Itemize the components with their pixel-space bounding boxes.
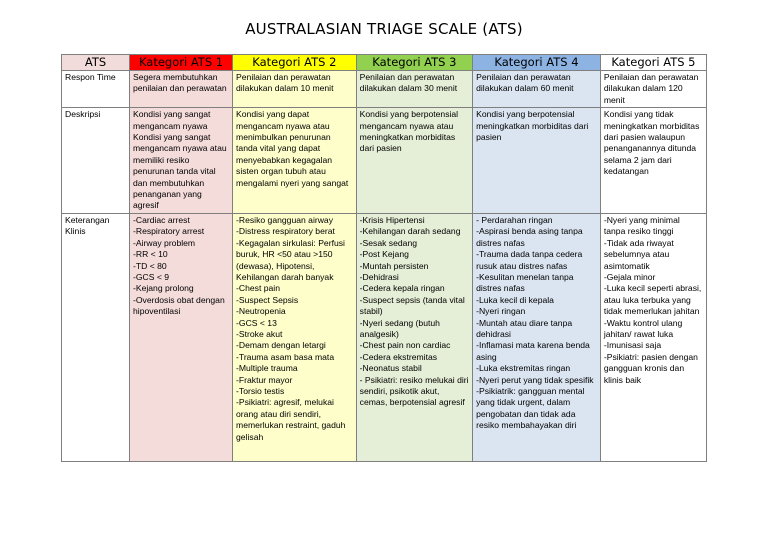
table-row-deskripsi	[62, 108, 707, 214]
header-kategori-3: Kategori ATS 3	[356, 55, 472, 71]
cell-respon-ats3: Penilaian dan perawatan dilakukan dalam 30 menit	[356, 71, 472, 108]
list-item: -GCS < 9	[133, 271, 170, 282]
list-item: -Luka ekstremitas ringan	[476, 363, 571, 374]
list-item: -Dehidrasi	[359, 271, 399, 282]
cell-keterangan-ats3	[356, 213, 472, 461]
cell-respon-ats1: Segera membutuhkan penilaian dan perawatan	[130, 71, 233, 108]
header-kategori-2: Kategori ATS 2	[233, 55, 357, 71]
list-item: -Muntah atau diare tanpa dehidrasi	[476, 317, 573, 339]
list-item: -Krisis Hipertensi	[359, 214, 425, 225]
list-item: -Kehilangan darah sedang	[359, 226, 461, 237]
header-kategori-4: Kategori ATS 4	[473, 55, 601, 71]
list-item: -Luka kecil seperti abrasi, atau luka terbuka yang tidak memerlukan jahitan	[603, 283, 702, 317]
row-label-deskripsi: Deskripsi	[62, 108, 130, 214]
cell-keterangan-ats2	[233, 213, 357, 461]
list-item: -Gejala minor	[603, 271, 656, 282]
list-item: -Distress respiratory berat	[236, 226, 335, 237]
list-item: -Trauma dada tanpa cedera rusuk atau distres nafas	[476, 249, 583, 271]
list-item: -Overdosis obat dengan hipoventilasi	[133, 294, 225, 317]
table-row-respon-time	[62, 71, 707, 108]
cell-respon-ats5: Penilaian dan perawatan dilakukan dalam 120 menit	[600, 71, 706, 108]
cell-deskripsi-ats2: Kondisi yang dapat mengancam nyawa atau menimbulkan penurunan tanda vital yang dapat menyebabkan kegagalan sisten organ tubuh atau mengalami nyeri yang sangat	[233, 108, 357, 214]
cell-respon-ats4: Penilaian dan perawatan dilakukan dalam 60 menit	[473, 71, 601, 108]
list-item: -Stroke akut	[236, 328, 283, 339]
list-item: -Sesak sedang	[359, 237, 417, 248]
list-item: -Resiko gangguan airway	[236, 214, 334, 225]
list-item: -Kegagalan sirkulasi: Perfusi buruk, HR <50 atau >150 (dewasa), Hipotensi, Kehilangan darah banyak	[236, 237, 345, 282]
list-item: -Inflamasi mata karena benda asing	[476, 340, 590, 362]
list-item: -Psikiatri: agresif, melukai orang atau diri sendiri, memerlukan restraint, gaduh gelisah	[236, 397, 346, 442]
list-item: -Neutropenia	[236, 306, 286, 317]
list-item: -Torsio testis	[236, 385, 285, 396]
list-item: -Airway problem	[133, 237, 196, 248]
list-item: -Suspect sepsis (tanda vital stabil)	[359, 294, 465, 317]
list-item: -Suspect Sepsis	[236, 294, 299, 305]
cell-keterangan-ats1	[130, 213, 233, 461]
list-item: -GCS < 13	[236, 317, 277, 328]
cell-keterangan-ats5	[600, 213, 706, 461]
list-item: -Muntah persisten	[359, 260, 429, 271]
header-row	[62, 55, 707, 71]
list-item: -Cedera kepala ringan	[359, 283, 445, 294]
list-item: -Cedera ekstremitas	[359, 351, 438, 362]
table-row-keterangan-klinis	[62, 213, 707, 461]
row-label-keterangan-klinis: Keterangan Klinis	[62, 213, 130, 461]
list-item: -Neonatus stabil	[359, 363, 422, 374]
cell-respon-ats2: Penilaian dan perawatan dilakukan dalam 10 menit	[233, 71, 357, 108]
list-item: -Psikiatri: pasien dengan gangguan kronis dan klinis baik	[603, 351, 698, 385]
list-item: -Trauma asam basa mata	[236, 351, 335, 362]
cell-deskripsi-ats5: Kondisi yang tidak meningkatkan morbiditas dari pasien walaupun penanganannya ditunda selama 2 jam dari kedatangan	[600, 108, 706, 214]
header-kategori-5: Kategori ATS 5	[600, 55, 706, 71]
cell-deskripsi-ats4: Kondisi yang berpotensial meningkatkan morbiditas dari pasien	[473, 108, 601, 214]
list-item: -Aspirasi benda asing tanpa distres nafas	[476, 226, 583, 248]
list-item: -RR < 10	[133, 249, 168, 260]
list-item: -Multiple trauma	[236, 363, 298, 374]
list-item: -Chest pain non cardiac	[359, 340, 451, 351]
list-item: -Luka kecil di kepala	[476, 294, 554, 305]
list-item: -Post Kejang	[359, 249, 409, 260]
list-item: -Psikiatrik: gangguan mental yang tidak urgent, dalam pengobatan dan tidak ada resiko membahayakan diri	[476, 385, 585, 431]
cell-deskripsi-ats3: Kondisi yang berpotensial mengancam nyawa atau meningkatkan morbiditas dari pasien	[356, 108, 472, 214]
header-kategori-1: Kategori ATS 1	[130, 55, 233, 71]
list-item: -Nyeri sedang (butuh analgesik)	[359, 317, 440, 339]
list-item: -Waktu kontrol ulang jahitan/ rawat luka	[603, 317, 683, 339]
list-item: -Cardiac arrest	[133, 214, 190, 225]
cell-deskripsi-ats1: Kondisi yang sangat mengancam nyawa Kondisi yang sangat mengancam nyawa atau memiliki resiko penurunan tanda vital dan membutuhkan penanganan yang agresif	[130, 108, 233, 214]
cell-keterangan-ats4	[473, 213, 601, 461]
list-item: -Respiratory arrest	[133, 226, 205, 237]
list-item: -Nyeri yang minimal tanpa resiko tinggi	[603, 214, 680, 237]
list-item: -Chest pain	[236, 283, 280, 294]
list-item: -Fraktur mayor	[236, 374, 293, 385]
header-ats: ATS	[62, 55, 130, 71]
list-item: -Nyeri perut yang tidak spesifik	[476, 374, 594, 385]
page-title: AUSTRALASIAN TRIAGE SCALE (ATS)	[245, 20, 523, 38]
list-item: - Perdarahan ringan	[476, 214, 553, 225]
list-item: -Imunisasi saja	[603, 340, 662, 351]
ats-table	[61, 54, 707, 462]
list-item: -Nyeri ringan	[476, 306, 526, 317]
list-item: -Kesulitan menelan tanpa distres nafas	[476, 271, 574, 294]
list-item: -Demam dengan letargi	[236, 340, 326, 351]
list-item: - Psikiatri: resiko melukai diri sendiri, psikotik akut, cemas, berpotensial agresif	[359, 374, 469, 408]
list-item: -Kejang prolong	[133, 283, 194, 294]
list-item: -TD < 80	[133, 260, 167, 271]
list-item: -Tidak ada riwayat sebelumnya atau asimtomatik	[603, 237, 674, 271]
row-label-respon-time: Respon Time	[62, 71, 130, 108]
